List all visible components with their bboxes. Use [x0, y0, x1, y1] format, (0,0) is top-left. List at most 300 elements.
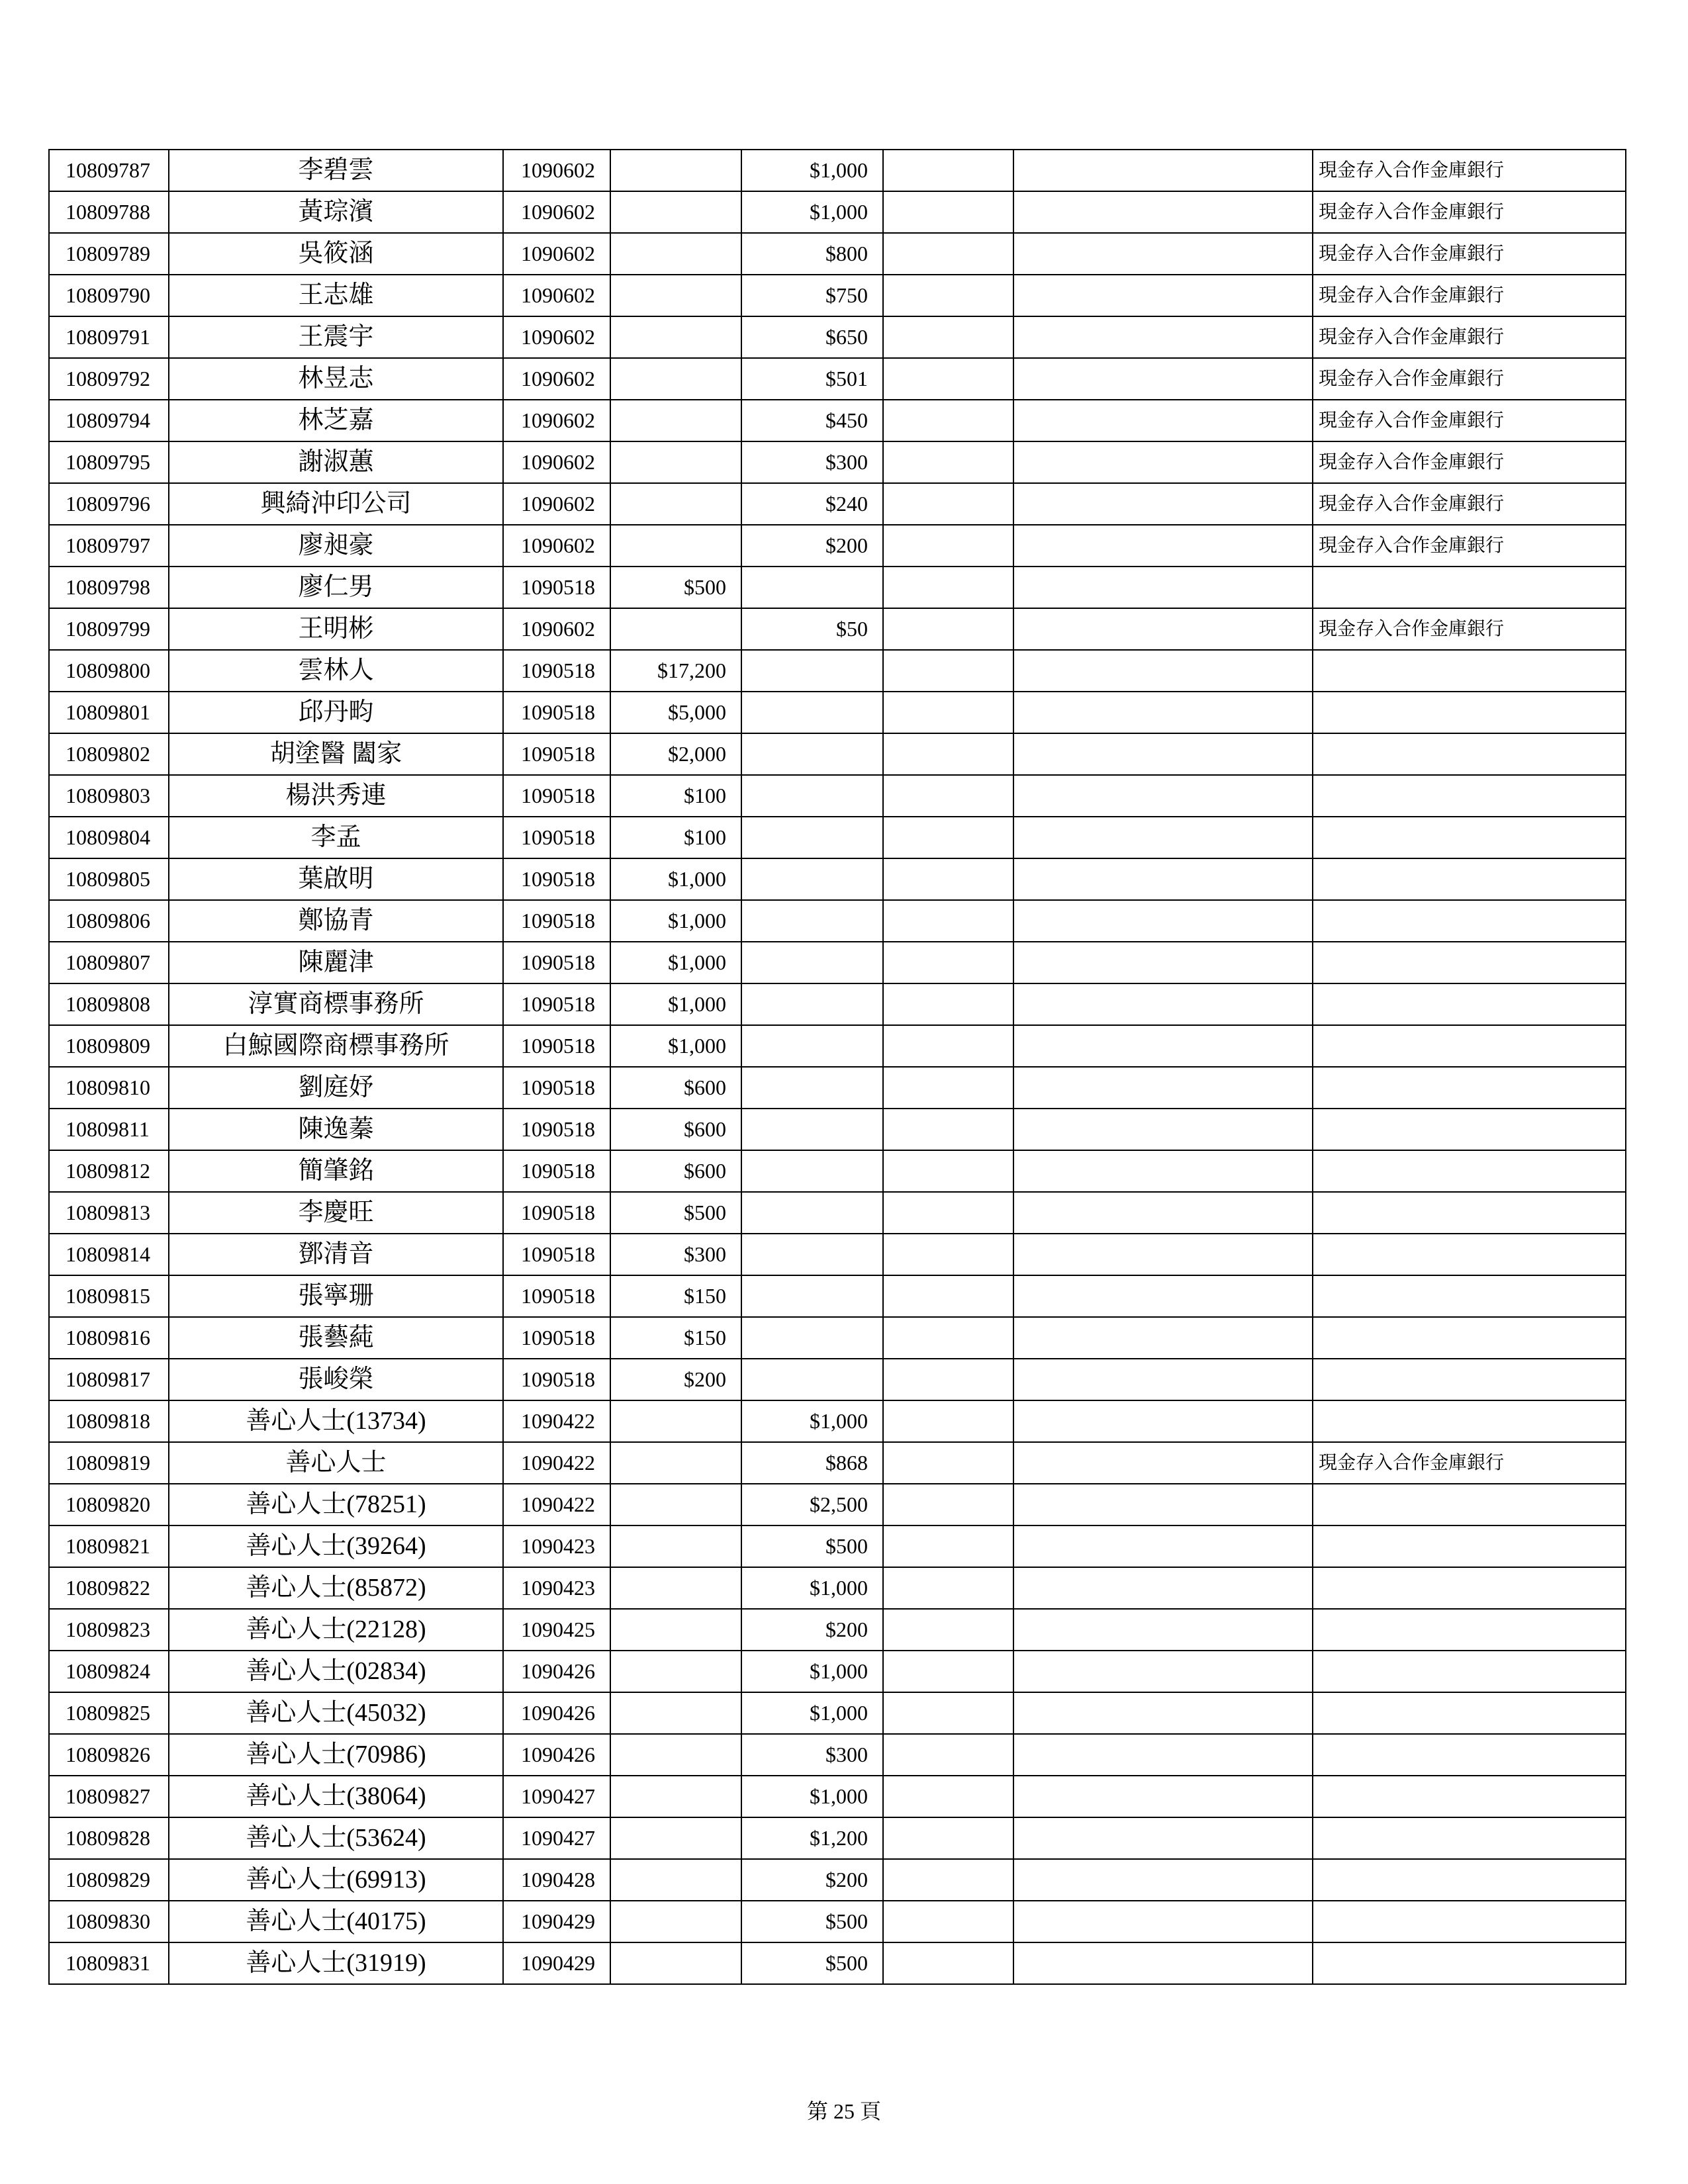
- date-cell: 1090518: [503, 900, 610, 942]
- note-cell: 現金存入合作金庫銀行: [1313, 525, 1626, 567]
- receipt-number-cell: 10809792: [49, 358, 169, 400]
- donor-name-cell: 陳麗津: [169, 942, 503, 983]
- donor-name-cell: 善心人士(02834): [169, 1651, 503, 1692]
- date-cell: 1090426: [503, 1734, 610, 1776]
- donor-name-cell: 善心人士(85872): [169, 1567, 503, 1609]
- note-cell: [1313, 1651, 1626, 1692]
- note-cell: [1313, 1817, 1626, 1859]
- donor-name-cell: 善心人士(70986): [169, 1734, 503, 1776]
- donor-name-cell: 雲林人: [169, 650, 503, 692]
- amount-cell: [610, 1442, 741, 1484]
- blank-cell: [883, 275, 1013, 316]
- amount-cell: $5,000: [610, 692, 741, 733]
- blank-cell: [883, 733, 1013, 775]
- donor-name-cell: 張藝蒓: [169, 1317, 503, 1359]
- table-row: [49, 983, 1626, 1025]
- note-cell: [1313, 733, 1626, 775]
- note-cell: [1313, 692, 1626, 733]
- date-cell: 1090602: [503, 400, 610, 441]
- amount-cell: [610, 483, 741, 525]
- receipt-number-cell: 10809815: [49, 1275, 169, 1317]
- date-cell: 1090427: [503, 1776, 610, 1817]
- blank-cell: [1013, 1609, 1313, 1651]
- blank-cell: [883, 1275, 1013, 1317]
- blank-cell: [883, 150, 1013, 191]
- donor-name-cell: 簡肇銘: [169, 1150, 503, 1192]
- table-row: [49, 900, 1626, 942]
- date-cell: 1090518: [503, 1359, 610, 1400]
- amount-cell: $500: [741, 1942, 883, 1984]
- amount-cell: $450: [741, 400, 883, 441]
- table-row: [49, 1109, 1626, 1150]
- table-row: [49, 1275, 1626, 1317]
- amount-cell: $150: [610, 1275, 741, 1317]
- note-cell: 現金存入合作金庫銀行: [1313, 275, 1626, 316]
- table-row: [49, 1442, 1626, 1484]
- amount-cell: [741, 900, 883, 942]
- note-cell: [1313, 1484, 1626, 1525]
- blank-cell: [883, 1442, 1013, 1484]
- table-row: [49, 150, 1626, 191]
- date-cell: 1090518: [503, 817, 610, 858]
- note-cell: 現金存入合作金庫銀行: [1313, 1442, 1626, 1484]
- date-cell: 1090518: [503, 775, 610, 817]
- date-cell: 1090518: [503, 692, 610, 733]
- page-number: 第 25 頁: [806, 2099, 881, 2123]
- amount-cell: [741, 733, 883, 775]
- note-cell: [1313, 567, 1626, 608]
- amount-cell: $100: [610, 817, 741, 858]
- amount-cell: $1,000: [741, 1651, 883, 1692]
- table-row: [49, 1942, 1626, 1984]
- amount-cell: $2,500: [741, 1484, 883, 1525]
- note-cell: [1313, 942, 1626, 983]
- donor-name-cell: 善心人士(13734): [169, 1400, 503, 1442]
- date-cell: 1090518: [503, 1317, 610, 1359]
- blank-cell: [1013, 400, 1313, 441]
- blank-cell: [1013, 692, 1313, 733]
- blank-cell: [883, 441, 1013, 483]
- receipt-number-cell: 10809790: [49, 275, 169, 316]
- blank-cell: [883, 1525, 1013, 1567]
- date-cell: 1090602: [503, 233, 610, 275]
- note-cell: [1313, 1275, 1626, 1317]
- receipt-number-cell: 10809791: [49, 316, 169, 358]
- receipt-number-cell: 10809830: [49, 1901, 169, 1942]
- blank-cell: [1013, 191, 1313, 233]
- amount-cell: $300: [741, 1734, 883, 1776]
- amount-cell: $1,000: [610, 900, 741, 942]
- date-cell: 1090518: [503, 733, 610, 775]
- date-cell: 1090422: [503, 1400, 610, 1442]
- blank-cell: [1013, 1484, 1313, 1525]
- table-row: [49, 358, 1626, 400]
- receipt-number-cell: 10809825: [49, 1692, 169, 1734]
- receipt-number-cell: 10809798: [49, 567, 169, 608]
- table-row: [49, 1359, 1626, 1400]
- amount-cell: [741, 650, 883, 692]
- receipt-number-cell: 10809822: [49, 1567, 169, 1609]
- note-cell: 現金存入合作金庫銀行: [1313, 233, 1626, 275]
- amount-cell: $650: [741, 316, 883, 358]
- table-row: [49, 1025, 1626, 1067]
- blank-cell: [883, 316, 1013, 358]
- table-row: [49, 400, 1626, 441]
- amount-cell: $800: [741, 233, 883, 275]
- amount-cell: [741, 775, 883, 817]
- amount-cell: $200: [610, 1359, 741, 1400]
- date-cell: 1090518: [503, 858, 610, 900]
- donor-name-cell: 葉啟明: [169, 858, 503, 900]
- blank-cell: [883, 983, 1013, 1025]
- receipt-number-cell: 10809814: [49, 1234, 169, 1275]
- blank-cell: [1013, 1275, 1313, 1317]
- date-cell: 1090602: [503, 483, 610, 525]
- amount-cell: $1,000: [610, 1025, 741, 1067]
- receipt-number-cell: 10809796: [49, 483, 169, 525]
- table-row: [49, 525, 1626, 567]
- donor-name-cell: 張峻榮: [169, 1359, 503, 1400]
- blank-cell: [1013, 1109, 1313, 1150]
- note-cell: [1313, 817, 1626, 858]
- amount-cell: [610, 608, 741, 650]
- blank-cell: [883, 1192, 1013, 1234]
- donor-name-cell: 淳實商標事務所: [169, 983, 503, 1025]
- blank-cell: [1013, 441, 1313, 483]
- blank-cell: [883, 1609, 1013, 1651]
- blank-cell: [883, 775, 1013, 817]
- receipt-number-cell: 10809831: [49, 1942, 169, 1984]
- donor-name-cell: 胡塗醫 闔家: [169, 733, 503, 775]
- amount-cell: [741, 1192, 883, 1234]
- blank-cell: [1013, 817, 1313, 858]
- donor-name-cell: 廖昶豪: [169, 525, 503, 567]
- table-row: [49, 650, 1626, 692]
- blank-cell: [883, 358, 1013, 400]
- date-cell: 1090602: [503, 275, 610, 316]
- table-row: [49, 775, 1626, 817]
- note-cell: [1313, 1942, 1626, 1984]
- receipt-number-cell: 10809826: [49, 1734, 169, 1776]
- amount-cell: [741, 1025, 883, 1067]
- table-row: [49, 1317, 1626, 1359]
- note-cell: 現金存入合作金庫銀行: [1313, 608, 1626, 650]
- table-row: [49, 1234, 1626, 1275]
- blank-cell: [883, 1692, 1013, 1734]
- donor-name-cell: 善心人士(31919): [169, 1942, 503, 1984]
- blank-cell: [1013, 1942, 1313, 1984]
- table-row: [49, 942, 1626, 983]
- amount-cell: [610, 1817, 741, 1859]
- receipt-number-cell: 10809800: [49, 650, 169, 692]
- amount-cell: $300: [610, 1234, 741, 1275]
- date-cell: 1090518: [503, 1150, 610, 1192]
- donor-name-cell: 善心人士(22128): [169, 1609, 503, 1651]
- date-cell: 1090428: [503, 1859, 610, 1901]
- amount-cell: $868: [741, 1442, 883, 1484]
- receipt-number-cell: 10809805: [49, 858, 169, 900]
- date-cell: 1090423: [503, 1567, 610, 1609]
- amount-cell: [610, 1942, 741, 1984]
- note-cell: 現金存入合作金庫銀行: [1313, 191, 1626, 233]
- date-cell: 1090518: [503, 1067, 610, 1109]
- blank-cell: [883, 525, 1013, 567]
- receipt-number-cell: 10809819: [49, 1442, 169, 1484]
- donor-name-cell: 白鯨國際商標事務所: [169, 1025, 503, 1067]
- receipt-number-cell: 10809799: [49, 608, 169, 650]
- amount-cell: $500: [610, 1192, 741, 1234]
- date-cell: 1090423: [503, 1525, 610, 1567]
- amount-cell: [741, 567, 883, 608]
- note-cell: 現金存入合作金庫銀行: [1313, 150, 1626, 191]
- date-cell: 1090602: [503, 441, 610, 483]
- blank-cell: [1013, 1525, 1313, 1567]
- receipt-number-cell: 10809828: [49, 1817, 169, 1859]
- table-row: [49, 275, 1626, 316]
- table-row: [49, 483, 1626, 525]
- amount-cell: $1,000: [741, 1692, 883, 1734]
- blank-cell: [883, 1942, 1013, 1984]
- table-row: [49, 567, 1626, 608]
- receipt-number-cell: 10809811: [49, 1109, 169, 1150]
- date-cell: 1090602: [503, 358, 610, 400]
- donor-name-cell: 黃琮濱: [169, 191, 503, 233]
- amount-cell: $1,000: [741, 150, 883, 191]
- date-cell: 1090602: [503, 608, 610, 650]
- amount-cell: [741, 1234, 883, 1275]
- date-cell: 1090518: [503, 1275, 610, 1317]
- date-cell: 1090518: [503, 567, 610, 608]
- amount-cell: $500: [741, 1525, 883, 1567]
- donor-name-cell: 廖仁男: [169, 567, 503, 608]
- amount-cell: $17,200: [610, 650, 741, 692]
- table-row: [49, 233, 1626, 275]
- date-cell: 1090518: [503, 1109, 610, 1150]
- receipt-number-cell: 10809806: [49, 900, 169, 942]
- amount-cell: [610, 1484, 741, 1525]
- receipt-number-cell: 10809803: [49, 775, 169, 817]
- donor-name-cell: 李碧雲: [169, 150, 503, 191]
- receipt-number-cell: 10809809: [49, 1025, 169, 1067]
- amount-cell: $1,000: [741, 191, 883, 233]
- ledger-body: [49, 150, 1626, 1984]
- blank-cell: [883, 1317, 1013, 1359]
- note-cell: 現金存入合作金庫銀行: [1313, 358, 1626, 400]
- date-cell: 1090518: [503, 1025, 610, 1067]
- amount-cell: [610, 1400, 741, 1442]
- table-row: [49, 1192, 1626, 1234]
- amount-cell: [610, 358, 741, 400]
- note-cell: [1313, 1609, 1626, 1651]
- table-row: [49, 1400, 1626, 1442]
- table-row: [49, 1692, 1626, 1734]
- blank-cell: [883, 1067, 1013, 1109]
- date-cell: 1090427: [503, 1817, 610, 1859]
- receipt-number-cell: 10809818: [49, 1400, 169, 1442]
- donor-name-cell: 楊洪秀連: [169, 775, 503, 817]
- table-row: [49, 858, 1626, 900]
- date-cell: 1090422: [503, 1484, 610, 1525]
- amount-cell: $501: [741, 358, 883, 400]
- donor-name-cell: 善心人士(45032): [169, 1692, 503, 1734]
- blank-cell: [883, 1400, 1013, 1442]
- table-row: [49, 1817, 1626, 1859]
- amount-cell: [610, 400, 741, 441]
- amount-cell: $1,000: [741, 1400, 883, 1442]
- note-cell: [1313, 1192, 1626, 1234]
- date-cell: 1090425: [503, 1609, 610, 1651]
- donor-name-cell: 善心人士(39264): [169, 1525, 503, 1567]
- table-row: [49, 1567, 1626, 1609]
- blank-cell: [1013, 233, 1313, 275]
- donor-name-cell: 善心人士(69913): [169, 1859, 503, 1901]
- amount-cell: $240: [741, 483, 883, 525]
- date-cell: 1090602: [503, 525, 610, 567]
- blank-cell: [883, 1484, 1013, 1525]
- amount-cell: [610, 525, 741, 567]
- blank-cell: [1013, 1025, 1313, 1067]
- blank-cell: [883, 191, 1013, 233]
- date-cell: 1090518: [503, 1234, 610, 1275]
- receipt-number-cell: 10809820: [49, 1484, 169, 1525]
- note-cell: [1313, 1400, 1626, 1442]
- amount-cell: [610, 191, 741, 233]
- date-cell: 1090429: [503, 1901, 610, 1942]
- blank-cell: [1013, 1567, 1313, 1609]
- date-cell: 1090518: [503, 650, 610, 692]
- donor-name-cell: 王震宇: [169, 316, 503, 358]
- amount-cell: $200: [741, 1609, 883, 1651]
- date-cell: 1090422: [503, 1442, 610, 1484]
- blank-cell: [883, 1817, 1013, 1859]
- blank-cell: [883, 483, 1013, 525]
- amount-cell: [610, 275, 741, 316]
- amount-cell: [610, 1734, 741, 1776]
- receipt-number-cell: 10809817: [49, 1359, 169, 1400]
- donor-name-cell: 善心人士(78251): [169, 1484, 503, 1525]
- table-row: [49, 441, 1626, 483]
- donor-name-cell: 林芝嘉: [169, 400, 503, 441]
- blank-cell: [1013, 1067, 1313, 1109]
- donor-name-cell: 善心人士: [169, 1442, 503, 1484]
- table-row: [49, 608, 1626, 650]
- amount-cell: [610, 1859, 741, 1901]
- blank-cell: [1013, 608, 1313, 650]
- amount-cell: [610, 1692, 741, 1734]
- receipt-number-cell: 10809812: [49, 1150, 169, 1192]
- blank-cell: [883, 900, 1013, 942]
- blank-cell: [883, 858, 1013, 900]
- receipt-number-cell: 10809807: [49, 942, 169, 983]
- donor-name-cell: 林昱志: [169, 358, 503, 400]
- blank-cell: [883, 1776, 1013, 1817]
- blank-cell: [883, 1734, 1013, 1776]
- donor-name-cell: 善心人士(40175): [169, 1901, 503, 1942]
- blank-cell: [1013, 650, 1313, 692]
- receipt-number-cell: 10809829: [49, 1859, 169, 1901]
- donation-ledger-table: [48, 149, 1626, 1985]
- note-cell: [1313, 1150, 1626, 1192]
- donor-name-cell: 善心人士(53624): [169, 1817, 503, 1859]
- date-cell: 1090602: [503, 191, 610, 233]
- blank-cell: [883, 1859, 1013, 1901]
- donor-name-cell: 吳筱涵: [169, 233, 503, 275]
- blank-cell: [883, 400, 1013, 441]
- receipt-number-cell: 10809816: [49, 1317, 169, 1359]
- amount-cell: [741, 817, 883, 858]
- note-cell: [1313, 1567, 1626, 1609]
- date-cell: 1090426: [503, 1651, 610, 1692]
- date-cell: 1090518: [503, 942, 610, 983]
- amount-cell: [610, 1776, 741, 1817]
- receipt-number-cell: 10809808: [49, 983, 169, 1025]
- table-row: [49, 1609, 1626, 1651]
- blank-cell: [1013, 1317, 1313, 1359]
- note-cell: [1313, 1067, 1626, 1109]
- note-cell: 現金存入合作金庫銀行: [1313, 441, 1626, 483]
- blank-cell: [1013, 1734, 1313, 1776]
- donor-name-cell: 興綺沖印公司: [169, 483, 503, 525]
- donor-name-cell: 鄧清音: [169, 1234, 503, 1275]
- receipt-number-cell: 10809827: [49, 1776, 169, 1817]
- note-cell: [1313, 1359, 1626, 1400]
- receipt-number-cell: 10809795: [49, 441, 169, 483]
- note-cell: [1313, 1901, 1626, 1942]
- blank-cell: [1013, 775, 1313, 817]
- table-row: [49, 1651, 1626, 1692]
- blank-cell: [883, 608, 1013, 650]
- blank-cell: [1013, 733, 1313, 775]
- date-cell: 1090602: [503, 150, 610, 191]
- receipt-number-cell: 10809813: [49, 1192, 169, 1234]
- blank-cell: [1013, 1776, 1313, 1817]
- date-cell: 1090429: [503, 1942, 610, 1984]
- blank-cell: [1013, 525, 1313, 567]
- blank-cell: [883, 567, 1013, 608]
- table-row: [49, 191, 1626, 233]
- table-row: [49, 1734, 1626, 1776]
- blank-cell: [1013, 358, 1313, 400]
- amount-cell: [610, 1609, 741, 1651]
- receipt-number-cell: 10809801: [49, 692, 169, 733]
- amount-cell: [741, 1150, 883, 1192]
- blank-cell: [1013, 1150, 1313, 1192]
- donor-name-cell: 陳逸蓁: [169, 1109, 503, 1150]
- amount-cell: [610, 150, 741, 191]
- blank-cell: [883, 1359, 1013, 1400]
- amount-cell: $1,000: [741, 1776, 883, 1817]
- blank-cell: [883, 692, 1013, 733]
- amount-cell: $500: [610, 567, 741, 608]
- note-cell: [1313, 775, 1626, 817]
- amount-cell: $150: [610, 1317, 741, 1359]
- amount-cell: $200: [741, 1859, 883, 1901]
- amount-cell: [741, 858, 883, 900]
- receipt-number-cell: 10809810: [49, 1067, 169, 1109]
- receipt-number-cell: 10809789: [49, 233, 169, 275]
- table-row: [49, 692, 1626, 733]
- blank-cell: [1013, 1651, 1313, 1692]
- amount-cell: $1,000: [610, 983, 741, 1025]
- note-cell: [1313, 1859, 1626, 1901]
- blank-cell: [1013, 483, 1313, 525]
- table-row: [49, 1776, 1626, 1817]
- blank-cell: [1013, 900, 1313, 942]
- amount-cell: [741, 942, 883, 983]
- blank-cell: [883, 1567, 1013, 1609]
- amount-cell: $300: [741, 441, 883, 483]
- amount-cell: $750: [741, 275, 883, 316]
